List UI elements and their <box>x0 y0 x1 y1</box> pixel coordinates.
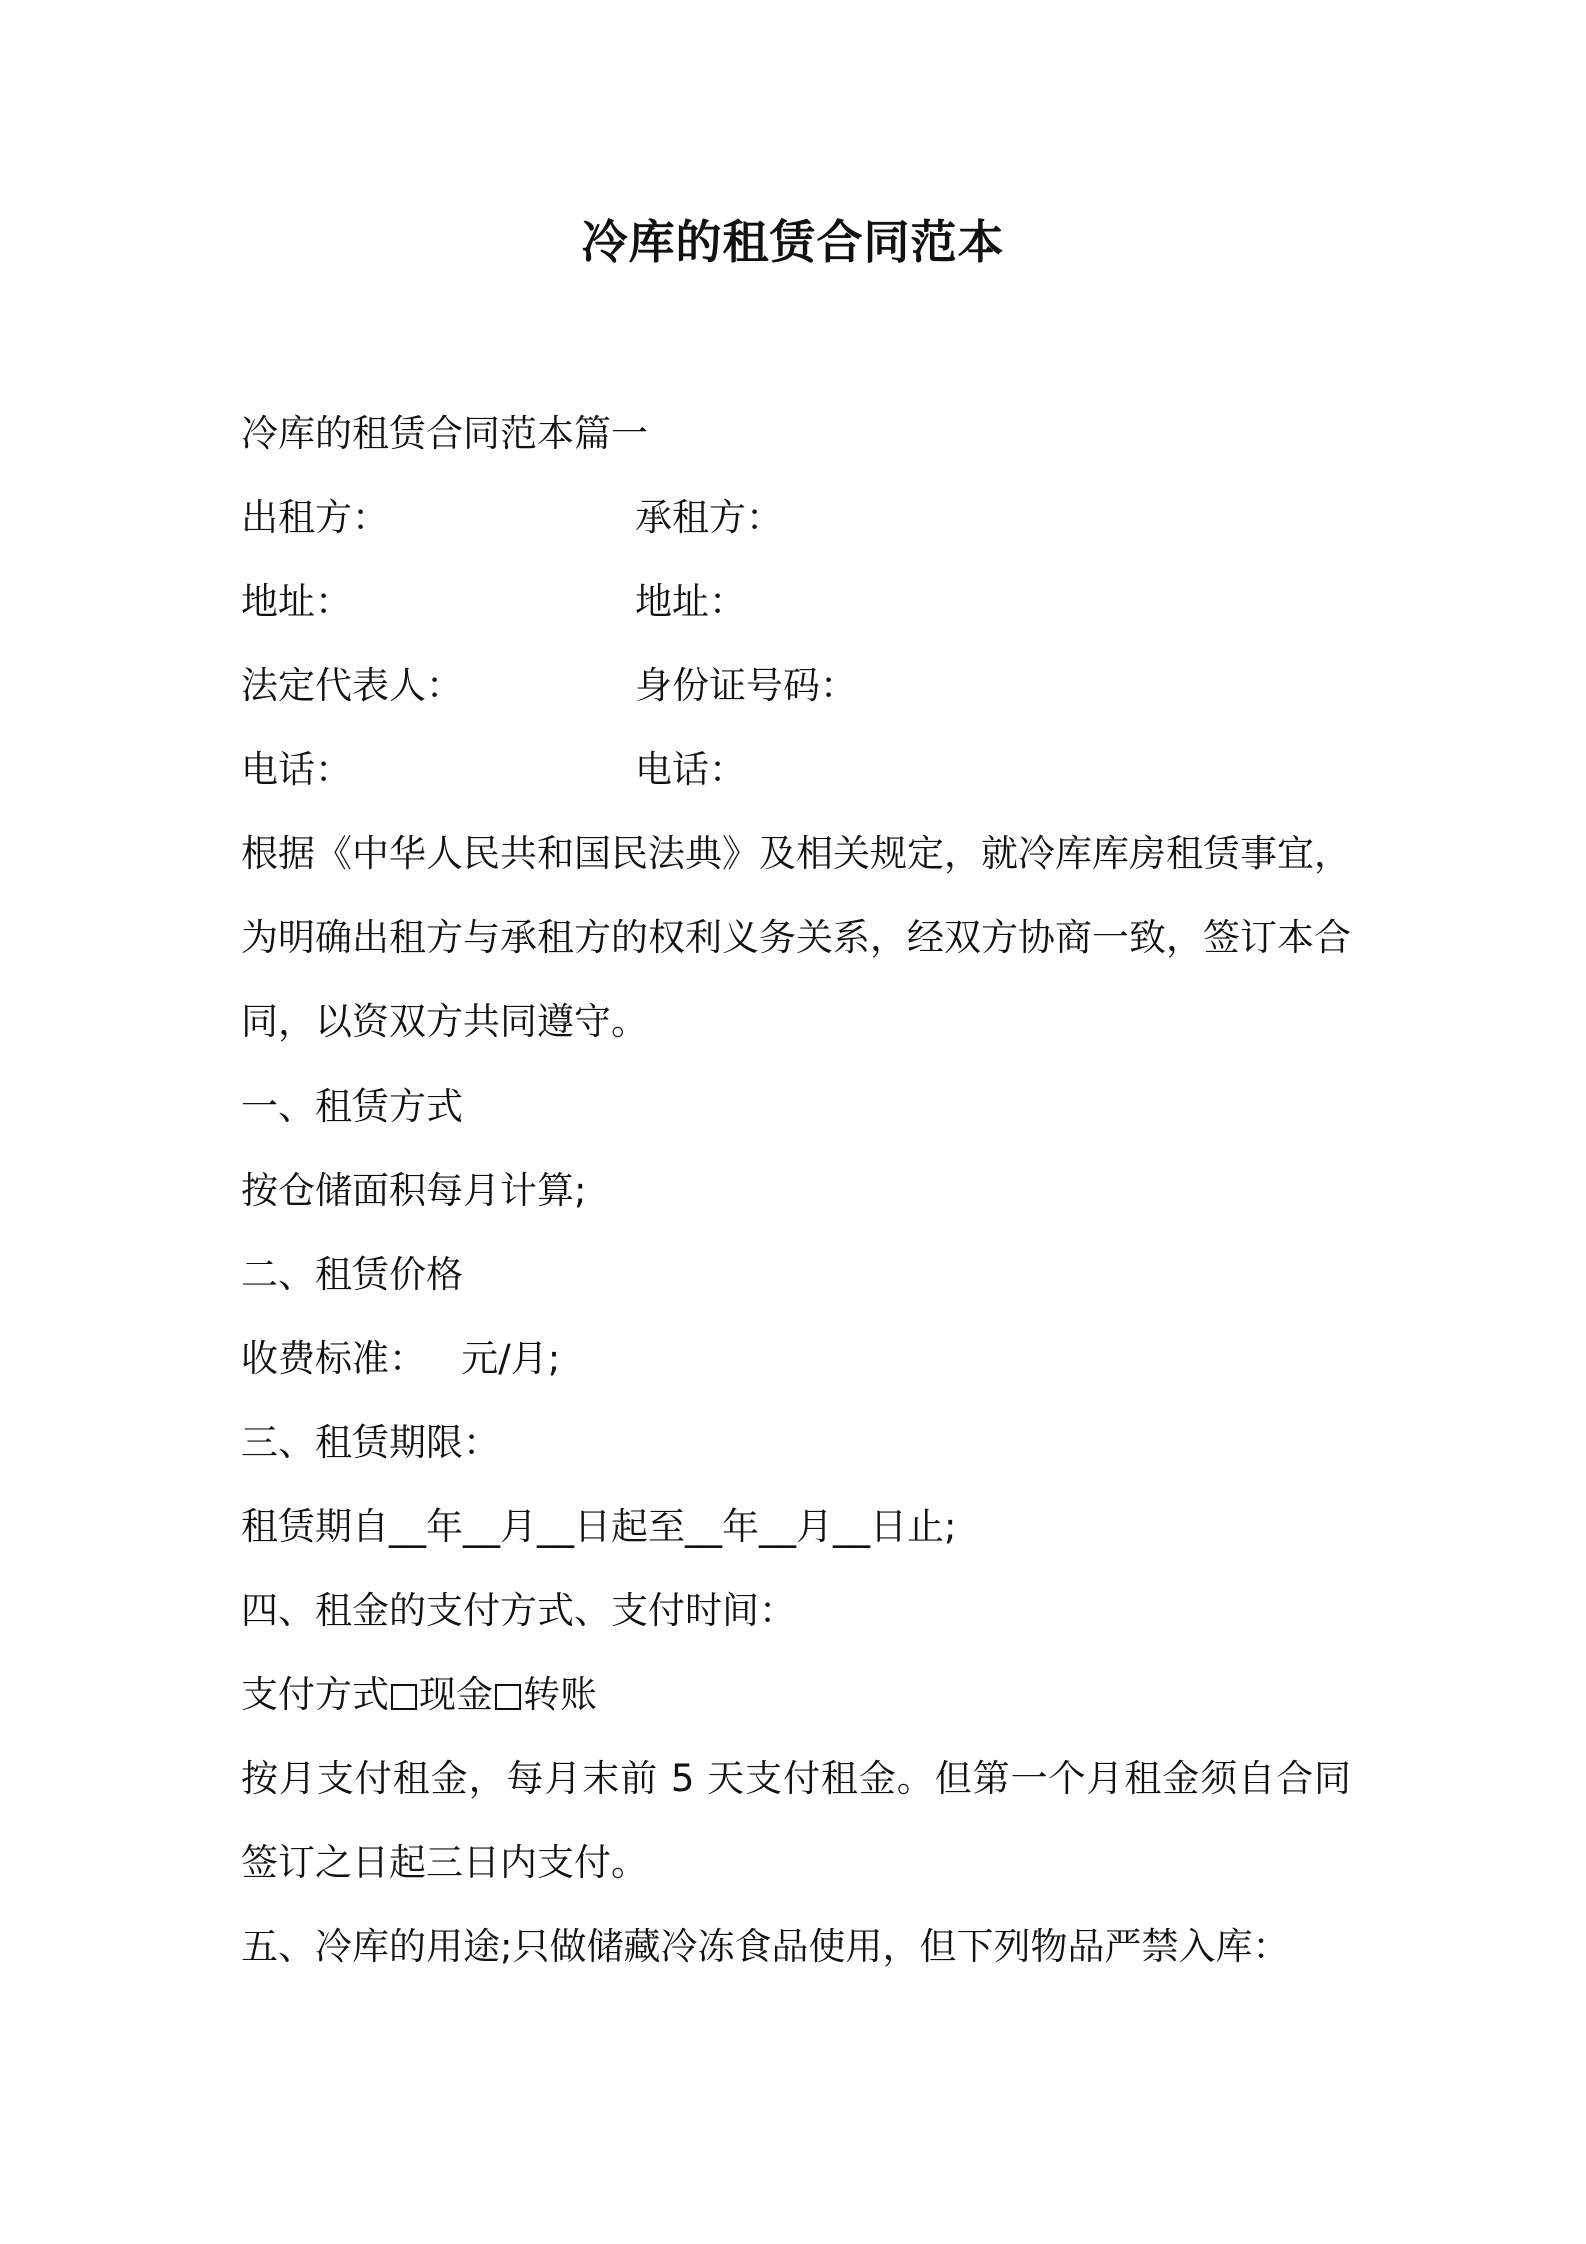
lessee-label: 承租方： <box>635 496 783 539</box>
document-subtitle: 冷库的租赁合同范本篇一 <box>241 412 648 455</box>
section-4-heading: 四、租金的支付方式、支付时间： <box>241 1589 796 1632</box>
lessor-address-label: 地址： <box>241 580 352 623</box>
section-4-body: 按月支付租金，每月末前 5 天支付租金。但第一个月租金须自合同签订之日起三日内支付。 <box>241 1757 1351 1884</box>
section-2-heading: 二、租赁价格 <box>241 1253 463 1296</box>
transfer-checkbox[interactable] <box>495 1684 521 1710</box>
payment-method-line <box>241 1670 597 1720</box>
preamble-paragraph: 根据《中华人民共和国民法典》及相关规定，就冷库库房租赁事宜，为明确出租方与承租方的权利义务关系，经双方协商一致，签订本合同，以资双方共同遵守。 <box>241 832 1351 1043</box>
section-5-heading: 五、冷库的用途;只做储藏冷冻食品使用，但下列物品严禁入库： <box>241 1925 1290 1968</box>
legal-representative-label: 法定代表人： <box>241 664 463 707</box>
payment-method-label: 支付方式 <box>241 1673 389 1716</box>
section-1-body: 按仓储面积每月计算; <box>241 1169 587 1212</box>
lessee-address-label: 地址： <box>635 580 746 623</box>
id-number-label: 身份证号码： <box>635 664 857 707</box>
section-1-heading: 一、租赁方式 <box>241 1085 463 1128</box>
section-2-body: 收费标准： 元/月; <box>241 1337 561 1380</box>
transfer-option-label: 转账 <box>523 1673 597 1716</box>
lessor-label: 出租方： <box>241 496 389 539</box>
document-title: 冷库的租赁合同范本 <box>581 215 1005 269</box>
cash-checkbox[interactable] <box>391 1684 417 1710</box>
section-3-heading: 三、租赁期限： <box>241 1421 500 1464</box>
section-3-body: 租赁期自__年__月__日起至__年__月__日止; <box>241 1505 957 1548</box>
lessor-phone-label: 电话： <box>241 748 352 791</box>
lessee-phone-label: 电话： <box>635 748 746 791</box>
cash-option-label: 现金 <box>419 1673 493 1716</box>
